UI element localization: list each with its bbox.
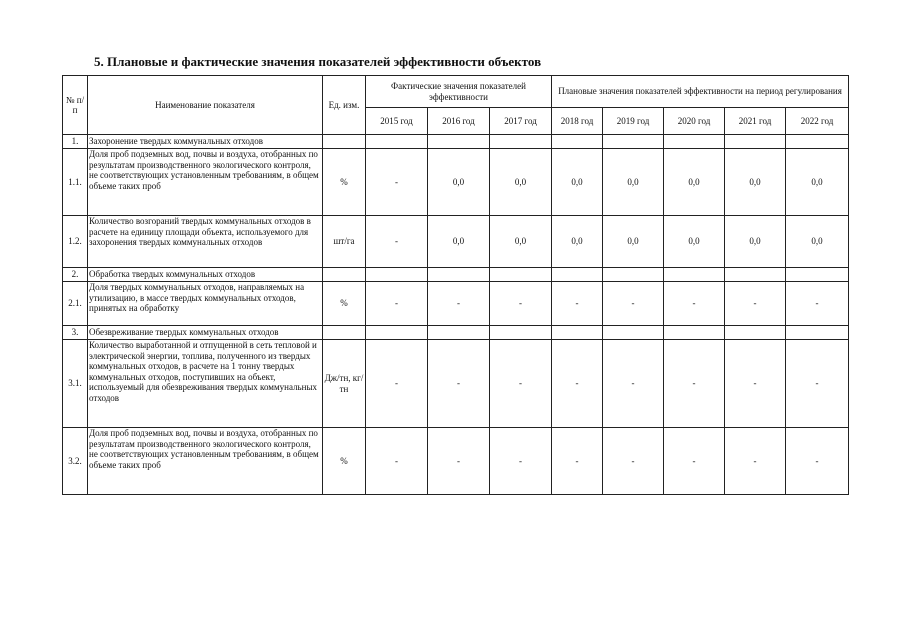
row-value: - — [366, 340, 428, 428]
row-name: Доля проб подземных вод, почвы и воздуха, отобранных по результатам производственного экологического контроля, не соответствующих установленным требованиям, в общем объеме таких проб — [88, 149, 323, 216]
row-value: - — [603, 428, 664, 495]
row-name: Доля проб подземных вод, почвы и воздуха, отобранных по результатам производственного экологического контроля, не соответствующих установленным требованиям, в общем объеме таких проб — [88, 428, 323, 495]
row-name: Доля твердых коммунальных отходов, направляемых на утилизацию, в массе твердых коммунальных отходов, принятых на обработку — [88, 282, 323, 326]
efficiency-indicators-table — [62, 75, 849, 495]
row-value: - — [725, 282, 786, 326]
row-value: - — [725, 428, 786, 495]
header-name: Наименование показателя — [88, 76, 323, 135]
row-value: 0,0 — [552, 149, 603, 216]
row-value: - — [552, 340, 603, 428]
row-value: - — [786, 340, 849, 428]
row-num: 2.1. — [63, 282, 88, 326]
row-value: - — [603, 340, 664, 428]
row-value: - — [664, 428, 725, 495]
section-row — [63, 326, 849, 340]
page-title: 5. Плановые и фактические значения показателей эффективности объектов — [94, 54, 542, 69]
row-num: 3.1. — [63, 340, 88, 428]
row-value: - — [786, 282, 849, 326]
row-value: 0,0 — [490, 216, 552, 268]
header-num: № п/п — [63, 76, 88, 135]
table-row — [63, 340, 849, 428]
header-year: 2021 год — [725, 108, 786, 135]
row-value: 0,0 — [552, 216, 603, 268]
header-year: 2019 год — [603, 108, 664, 135]
row-value: 0,0 — [603, 149, 664, 216]
row-value: - — [664, 340, 725, 428]
row-value: 0,0 — [428, 149, 490, 216]
header-year: 2018 год — [552, 108, 603, 135]
section-name: Обезвреживание твердых коммунальных отходов — [88, 326, 323, 340]
row-value: 0,0 — [725, 216, 786, 268]
header-year: 2015 год — [366, 108, 428, 135]
row-unit: шт/га — [323, 216, 366, 268]
section-row — [63, 135, 849, 149]
header-year: 2022 год — [786, 108, 849, 135]
row-value: 0,0 — [490, 149, 552, 216]
row-value: 0,0 — [786, 216, 849, 268]
row-value: - — [366, 282, 428, 326]
header-year: 2020 год — [664, 108, 725, 135]
row-value: - — [786, 428, 849, 495]
section-num: 1. — [63, 135, 88, 149]
row-value: - — [552, 428, 603, 495]
section-row — [63, 268, 849, 282]
row-num: 1.2. — [63, 216, 88, 268]
row-name: Количество выработанной и отпущенной в сеть тепловой и электрической энергии, топлива, полученного из твердых коммунальных отходов, в расчете на 1 тонну твердых коммунальных отходов, поступивших на объект, используемый для обезвреживания твердых коммунальных отходов — [88, 340, 323, 428]
header-unit: Ед. изм. — [323, 76, 366, 135]
row-value: - — [490, 340, 552, 428]
row-unit: % — [323, 282, 366, 326]
header-plan-group: Плановые значения показателей эффективности на период регулирования — [552, 76, 849, 108]
row-value: 0,0 — [664, 216, 725, 268]
row-value: - — [366, 216, 428, 268]
row-value: 0,0 — [786, 149, 849, 216]
row-unit: Дж/тн, кг/тн — [323, 340, 366, 428]
header-year: 2017 год — [490, 108, 552, 135]
row-value: - — [428, 282, 490, 326]
table-row — [63, 149, 849, 216]
row-value: - — [490, 428, 552, 495]
row-value: - — [552, 282, 603, 326]
table-row — [63, 282, 849, 326]
section-name: Обработка твердых коммунальных отходов — [88, 268, 323, 282]
header-actual-group: Фактические значения показателей эффективности — [366, 76, 552, 108]
table-row — [63, 216, 849, 268]
section-num: 2. — [63, 268, 88, 282]
row-value: 0,0 — [725, 149, 786, 216]
row-value: - — [428, 340, 490, 428]
row-value: - — [664, 282, 725, 326]
row-unit: % — [323, 428, 366, 495]
row-value: - — [366, 428, 428, 495]
row-unit: % — [323, 149, 366, 216]
table-row — [63, 428, 849, 495]
row-value: - — [725, 340, 786, 428]
row-value: 0,0 — [664, 149, 725, 216]
row-value: 0,0 — [428, 216, 490, 268]
header-year: 2016 год — [428, 108, 490, 135]
row-value: - — [490, 282, 552, 326]
row-num: 1.1. — [63, 149, 88, 216]
row-num: 3.2. — [63, 428, 88, 495]
row-value: - — [428, 428, 490, 495]
section-name: Захоронение твердых коммунальных отходов — [88, 135, 323, 149]
row-value: - — [603, 282, 664, 326]
row-name: Количество возгораний твердых коммунальных отходов в расчете на единицу площади объекта, используемого для захоронения твердых коммунальных отходов — [88, 216, 323, 268]
row-value: 0,0 — [603, 216, 664, 268]
row-value: - — [366, 149, 428, 216]
section-num: 3. — [63, 326, 88, 340]
